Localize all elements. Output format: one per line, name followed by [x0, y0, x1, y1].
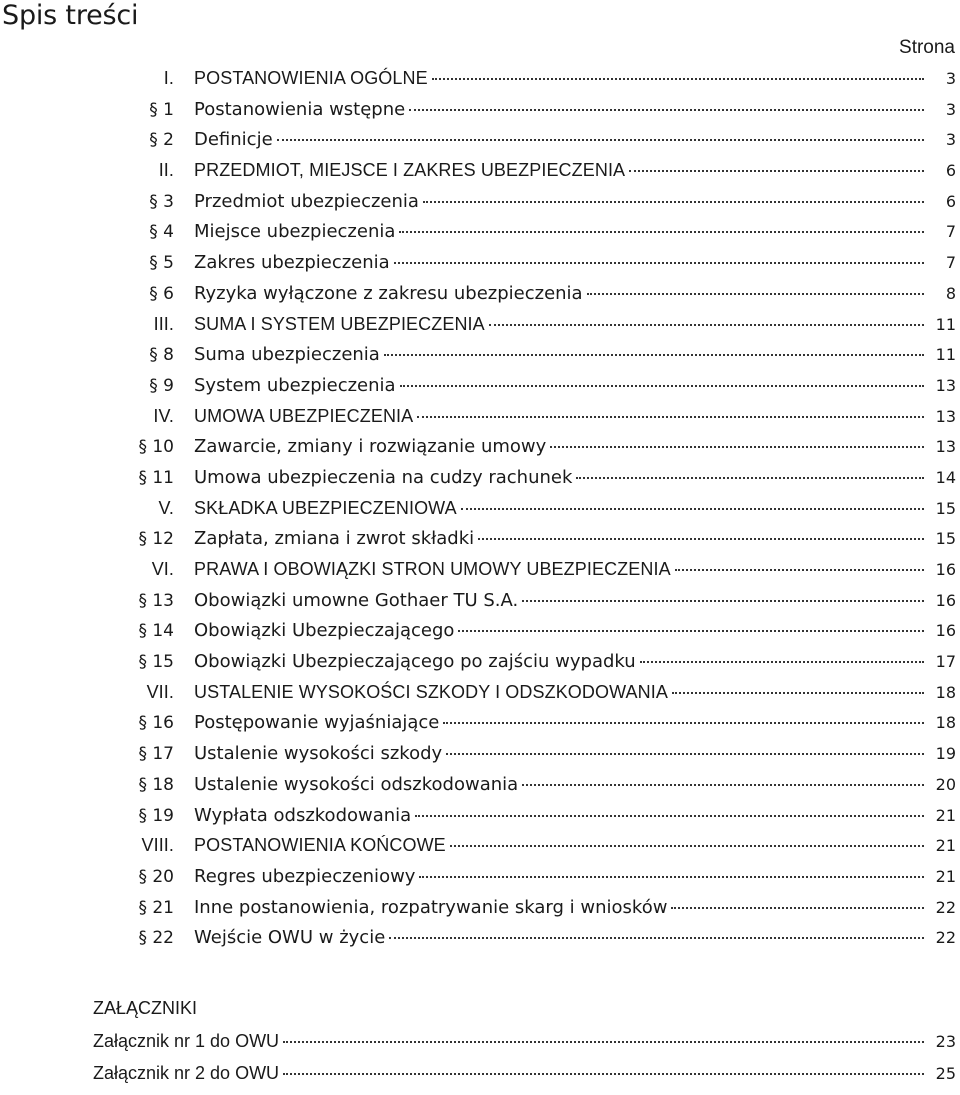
annexes-list [0, 1031, 960, 1095]
toc-entry-page: 16 [935, 560, 956, 579]
annex-label: Załącznik nr 1 do OWU [93, 1031, 280, 1051]
toc-entry-page: 7 [945, 253, 956, 273]
toc-entry-number: § 5 [149, 253, 174, 274]
toc-entry-label: Definicje [194, 129, 273, 151]
toc-entry-page: 8 [945, 283, 956, 303]
toc-paragraph-row[interactable] [0, 344, 960, 375]
toc-entry-number: § 12 [138, 529, 174, 550]
toc-paragraph-row[interactable] [0, 528, 960, 559]
dot-leader [283, 1041, 924, 1043]
dot-leader [671, 907, 924, 909]
toc-entry-number: § 14 [138, 621, 174, 642]
toc-entry-label: Ustalenie wysokości odszkodowania [194, 773, 519, 795]
toc-entry-label: System ubezpieczenia [194, 374, 396, 396]
toc-section-row[interactable] [0, 68, 960, 99]
toc-entry-page: 3 [945, 69, 956, 88]
toc-entry-number: VI. [151, 559, 174, 579]
dot-leader [478, 538, 924, 540]
toc-paragraph-row[interactable] [0, 221, 960, 252]
toc-entry-label: Postanowienia wstępne [194, 98, 406, 120]
toc-entry-number: § 19 [138, 805, 174, 826]
dot-leader [399, 231, 924, 233]
toc-entry-label: Postępowanie wyjaśniające [194, 712, 440, 734]
toc-paragraph-row[interactable] [0, 620, 960, 651]
toc-entry-number: VIII. [141, 835, 174, 856]
toc-entry-page: 3 [945, 99, 956, 119]
toc-entry-page: 11 [935, 314, 956, 334]
toc-paragraph-row[interactable] [0, 805, 960, 836]
dot-leader [522, 784, 924, 786]
dot-leader [489, 324, 924, 326]
dot-leader [461, 508, 924, 510]
toc-entry-number: III. [153, 313, 174, 334]
toc-entry-label: SUMA I SYSTEM UBEZPIECZENIA [194, 313, 485, 334]
toc-entry-label: Obowiązki Ubezpieczającego po zajściu wypadku [194, 651, 636, 673]
toc-entry-number: § 17 [138, 744, 174, 765]
toc-entry-label: Ustalenie wysokości szkody [194, 743, 443, 765]
toc-entry-number: § 21 [138, 897, 174, 918]
dot-leader [629, 170, 924, 172]
toc-entry-page: 18 [935, 713, 956, 733]
toc-entry-label: PRAWA I OBOWIĄZKI STRON UMOWY UBEZPIECZENIA [194, 559, 671, 579]
toc-entry-number: § 11 [138, 467, 174, 488]
dot-leader [389, 937, 924, 939]
toc-entry-number: I. [163, 68, 174, 88]
dot-leader [419, 876, 924, 878]
toc-entry-page: 11 [935, 345, 956, 365]
dot-leader [417, 416, 924, 418]
toc-entry-number: § 1 [149, 99, 174, 120]
annex-label: Załącznik nr 2 do OWU [93, 1063, 280, 1083]
dot-leader [443, 722, 924, 724]
toc-entry-label: Zawarcie, zmiany i rozwiązanie umowy [194, 436, 547, 458]
toc-entry-label: Obowiązki umowne Gothaer TU S.A. [194, 589, 519, 611]
toc-entry-page: 21 [935, 866, 956, 886]
toc-entry-number: § 10 [138, 437, 174, 458]
annex-row[interactable] [0, 1031, 960, 1063]
toc-paragraph-row[interactable] [0, 651, 960, 682]
toc-entry-page: 13 [935, 406, 956, 426]
toc-paragraph-row[interactable] [0, 467, 960, 498]
toc-entry-page: 21 [935, 805, 956, 825]
annex-page: 23 [935, 1032, 956, 1051]
toc-entry-label: Wypłata odszkodowania [194, 804, 412, 826]
dot-leader [522, 600, 924, 602]
toc-paragraph-row[interactable] [0, 712, 960, 743]
toc-entry-label: POSTANOWIENIA KOŃCOWE [194, 835, 446, 856]
toc-paragraph-row[interactable] [0, 897, 960, 928]
dot-leader [450, 845, 924, 847]
toc-entry-page: 14 [935, 467, 956, 487]
toc-paragraph-row[interactable] [0, 191, 960, 222]
toc-entry-number: § 6 [149, 283, 174, 304]
toc-section-row[interactable] [0, 406, 960, 437]
toc-entry-label: Miejsce ubezpieczenia [194, 221, 396, 243]
toc-entry-number: § 8 [149, 345, 174, 366]
toc-entry-page: 22 [935, 928, 956, 948]
toc-paragraph-row[interactable] [0, 129, 960, 160]
toc-entry-number: § 22 [138, 928, 174, 949]
toc-entry-page: 16 [935, 621, 956, 641]
toc-paragraph-row[interactable] [0, 743, 960, 774]
dot-leader [409, 109, 924, 111]
dot-leader [415, 815, 924, 817]
toc-entry-label: Obowiązki Ubezpieczającego [194, 620, 455, 642]
toc-entry-label: Suma ubezpieczenia [194, 344, 380, 366]
toc-entry-page: 22 [935, 897, 956, 917]
toc-entry-label: Zakres ubezpieczenia [194, 252, 390, 274]
toc-entry-page: 19 [935, 744, 956, 764]
toc-paragraph-row[interactable] [0, 774, 960, 805]
toc-entry-page: 20 [935, 774, 956, 794]
dot-leader [423, 201, 924, 203]
dot-leader [550, 446, 924, 448]
toc-section-row[interactable] [0, 682, 960, 713]
toc-paragraph-row[interactable] [0, 436, 960, 467]
toc-entry-label: Regres ubezpieczeniowy [194, 865, 416, 887]
dot-leader [277, 139, 924, 141]
toc-entry-label: Ryzyka wyłączone z zakresu ubezpieczenia [194, 282, 583, 304]
toc-entry-label: PRZEDMIOT, MIEJSCE I ZAKRES UBEZPIECZENIA [194, 160, 626, 181]
dot-leader [587, 293, 924, 295]
annex-page: 25 [935, 1064, 956, 1083]
toc-entry-page: 13 [935, 375, 956, 395]
toc-entry-label: UMOWA UBEZPIECZENIA [194, 405, 414, 426]
toc-entry-number: § 15 [138, 652, 174, 673]
toc-entry-number: § 16 [138, 713, 174, 734]
toc-entry-label: Umowa ubezpieczenia na cudzy rachunek [194, 466, 573, 488]
page-title: Spis treści [2, 0, 139, 31]
dot-leader [384, 354, 924, 356]
toc-paragraph-row[interactable] [0, 375, 960, 406]
annex-row[interactable] [0, 1063, 960, 1095]
dot-leader [432, 78, 924, 80]
toc-entry-number: § 4 [149, 222, 174, 243]
dot-leader [283, 1073, 924, 1075]
toc-entry-page: 7 [945, 222, 956, 242]
toc-entry-page: 17 [935, 652, 956, 672]
dot-leader [446, 753, 924, 755]
toc-section-row[interactable] [0, 160, 960, 191]
dot-leader [640, 661, 924, 663]
toc-section-row[interactable] [0, 559, 960, 590]
toc-paragraph-row[interactable] [0, 590, 960, 621]
toc-entry-label: Wejście OWU w życie [194, 927, 386, 949]
toc-paragraph-row[interactable] [0, 252, 960, 283]
toc-entry-number: § 20 [138, 866, 174, 887]
toc-section-row[interactable] [0, 498, 960, 529]
toc-entry-number: § 9 [149, 375, 174, 396]
toc-entry-label: Inne postanowienia, rozpatrywanie skarg i wniosków [194, 896, 668, 918]
dot-leader [400, 385, 924, 387]
toc-entry-number: IV. [153, 405, 174, 426]
dot-leader [672, 692, 924, 694]
annexes-heading: ZAŁĄCZNIKI [93, 998, 198, 1018]
dot-leader [394, 262, 924, 264]
toc-entry-number: VII. [146, 681, 174, 702]
toc-entry-number: II. [158, 160, 174, 181]
toc-entry-number: § 13 [138, 590, 174, 611]
page-column-header: Strona [899, 37, 955, 58]
toc-entry-page: 6 [945, 191, 956, 211]
toc-paragraph-row[interactable] [0, 866, 960, 897]
toc-paragraph-row[interactable] [0, 283, 960, 314]
toc-entry-label: Zapłata, zmiana i zwrot składki [194, 528, 475, 550]
dot-leader [675, 569, 924, 571]
toc-entry-number: § 3 [149, 191, 174, 212]
toc-entry-label: POSTANOWIENIA OGÓLNE [194, 68, 428, 88]
toc-entry-label: SKŁADKA UBEZPIECZENIOWA [194, 497, 457, 518]
toc-entry-page: 15 [935, 498, 956, 518]
toc-section-row[interactable] [0, 835, 960, 866]
dot-leader [576, 477, 924, 479]
table-of-contents [0, 68, 960, 958]
toc-entry-number: § 2 [149, 130, 174, 151]
toc-section-row[interactable] [0, 314, 960, 345]
toc-entry-page: 21 [935, 836, 956, 856]
dot-leader [458, 630, 924, 632]
toc-entry-label: Przedmiot ubezpieczenia [194, 190, 419, 212]
toc-entry-page: 18 [935, 682, 956, 702]
toc-entry-number: V. [158, 497, 174, 518]
toc-entry-page: 6 [945, 161, 956, 181]
toc-entry-page: 15 [935, 529, 956, 549]
toc-entry-page: 13 [935, 437, 956, 457]
toc-entry-page: 3 [945, 130, 956, 150]
toc-paragraph-row[interactable] [0, 99, 960, 130]
toc-entry-number: § 18 [138, 774, 174, 795]
toc-entry-label: USTALENIE WYSOKOŚCI SZKODY I ODSZKODOWANIA [194, 681, 668, 702]
toc-paragraph-row[interactable] [0, 927, 960, 958]
toc-entry-page: 16 [935, 590, 956, 610]
